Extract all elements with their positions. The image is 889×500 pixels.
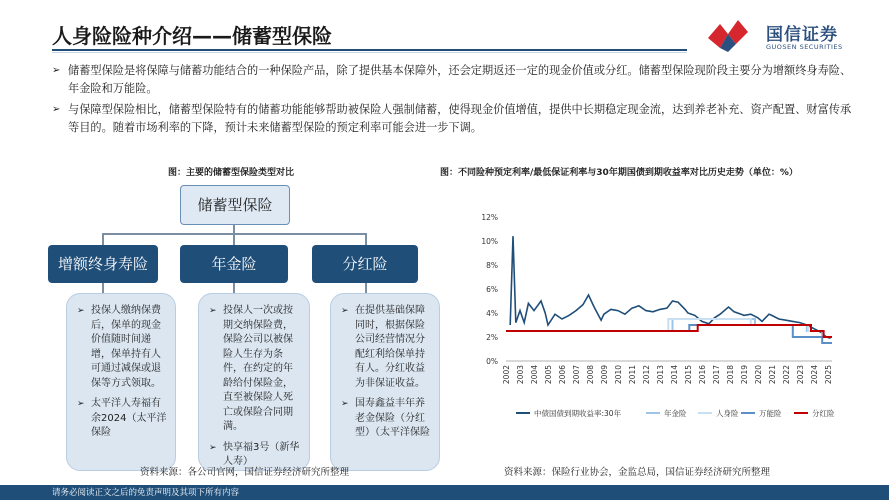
bullet-1 [52,62,852,98]
x-tick-label: 2016 [697,365,707,385]
detail-card-participating [330,293,440,471]
x-tick-label: 2020 [753,365,763,385]
left-figure-source: 资料来源：各公司官网，国信证券经济研究所整理 [140,467,350,478]
x-tick-label: 2011 [627,365,637,385]
legend-label: 万能险 [759,409,782,418]
connector-line [365,233,367,245]
x-tick-label: 2008 [585,365,595,385]
legend-label: 年金险 [664,409,687,418]
y-tick-label: 8% [486,261,498,270]
bullet-arrow-icon: ➢ [341,306,349,316]
y-tick-label: 0% [486,357,498,366]
footer-disclaimer: 请务必阅读正文之后的免责声明及其项下所有内容 [52,488,240,498]
rate-history-chart [476,205,876,455]
x-tick-label: 2023 [795,365,805,385]
bullet-arrow-icon: ➢ [52,65,61,76]
bullet-arrow-icon: ➢ [52,104,61,115]
type-box-annuity: 年金险 [180,245,288,283]
x-tick-label: 2003 [515,365,525,385]
x-tick-label: 2014 [669,365,679,385]
series-line [510,236,830,338]
type-box-participating: 分红险 [312,245,418,283]
legend-label: 中债国债到期收益率:30年 [534,409,622,418]
connector-line [365,283,367,293]
intro-bullets [52,62,852,140]
x-tick-label: 2002 [502,365,511,385]
detail-item: ➢ 国寿鑫益丰年养老金保险（分红型）（太平洋保险 [341,398,430,438]
root-type-box: 储蓄型保险 [180,185,290,225]
right-figure-caption: 图：不同险种预定利率/最低保证利率与30年期国债到期收益率对比历史走势（单位：%） [440,168,798,178]
bullet-2 [52,101,852,137]
x-tick-label: 2018 [725,365,735,385]
connector-line [233,233,235,245]
x-tick-label: 2010 [613,365,623,385]
brand-name-en: GUOSEN SECURITIES [766,43,843,51]
x-tick-label: 2015 [683,365,693,385]
x-tick-label: 2009 [599,365,609,385]
x-tick-label: 2006 [557,365,567,385]
bullet-text: 与保障型保险相比，储蓄型保险特有的储蓄功能能够帮助被保险人强制储蓄，使得现金价值增值，提供中长期稳定现金流，达到养老补充、资产配置、财富传承等目的。随着市场利率的下降，预计未来储蓄型保险的预定利率可能会进一步下调。 [68,103,852,134]
x-tick-label: 2004 [529,365,539,385]
detail-item: ➢ 在提供基础保障同时，根据保险公司经营情况分配红利给保单持有人。分红收益为非保证收益。 [341,305,425,389]
y-tick-label: 6% [486,285,498,294]
x-tick-label: 2022 [781,365,791,385]
y-tick-label: 2% [486,333,498,342]
x-tick-label: 2005 [543,365,553,385]
bullet-arrow-icon: ➢ [77,306,85,316]
connector-line [102,233,104,245]
bullet-arrow-icon: ➢ [77,399,85,409]
x-tick-label: 2024 [809,365,819,385]
connector-line [233,283,235,293]
detail-item: ➢ 投保人缴纳保费后，保单的现金价值随时间递增，保单持有人可通过减保或退保等方式领取。 [77,305,161,389]
left-figure-caption: 图：主要的储蓄型保险类型对比 [168,168,295,178]
title-divider-thin [52,52,687,53]
x-tick-label: 2012 [641,365,651,385]
page-title: 人身险险种介绍——储蓄型保险 [52,24,332,48]
legend-label: 分红险 [812,409,835,418]
brand-logo [706,18,856,58]
bullet-arrow-icon: ➢ [209,442,217,453]
legend-label: 人身险 [716,409,739,418]
x-tick-label: 2013 [655,365,665,385]
x-tick-label: 2007 [571,365,581,385]
x-tick-label: 2017 [711,365,721,385]
type-box-whole-life: 增额终身寿险 [48,245,158,283]
brand-name: 国信证券 [766,25,838,45]
detail-card-annuity [198,293,310,471]
y-tick-label: 4% [486,309,498,318]
detail-item: ➢ 快享福3号（新华人寿） [209,441,300,467]
detail-item: ➢ 太平洋人寿福有余2024（太平洋保险 [77,398,167,438]
title-divider [52,49,687,51]
y-tick-label: 10% [481,237,498,246]
detail-item: ➢ 投保人一次或按期交纳保险费，保险公司以被保险人生存为条件，在约定的年龄给付保险金，直至被保险人死亡或保险合同期满。 [209,305,293,432]
x-tick-label: 2021 [767,365,777,385]
detail-card-whole-life [66,293,176,471]
bullet-arrow-icon: ➢ [341,399,349,409]
right-figure-source: 资料来源：保险行业协会，金监总局，国信证券经济研究所整理 [504,467,771,478]
footer-bar [0,485,889,500]
bullet-text: 储蓄型保险是将保障与储蓄功能结合的一种保险产品，除了提供基本保障外，还会定期返还一定的现金价值或分红。储蓄型保险现阶段主要分为增额终身寿险、年金险和万能险。 [68,64,852,95]
x-tick-label: 2019 [739,365,749,385]
bullet-arrow-icon: ➢ [209,306,217,316]
guosen-logo-icon [706,18,750,54]
connector-line [102,283,104,293]
x-tick-label: 2025 [823,365,833,385]
series-line [506,319,832,337]
y-tick-label: 12% [481,213,498,222]
